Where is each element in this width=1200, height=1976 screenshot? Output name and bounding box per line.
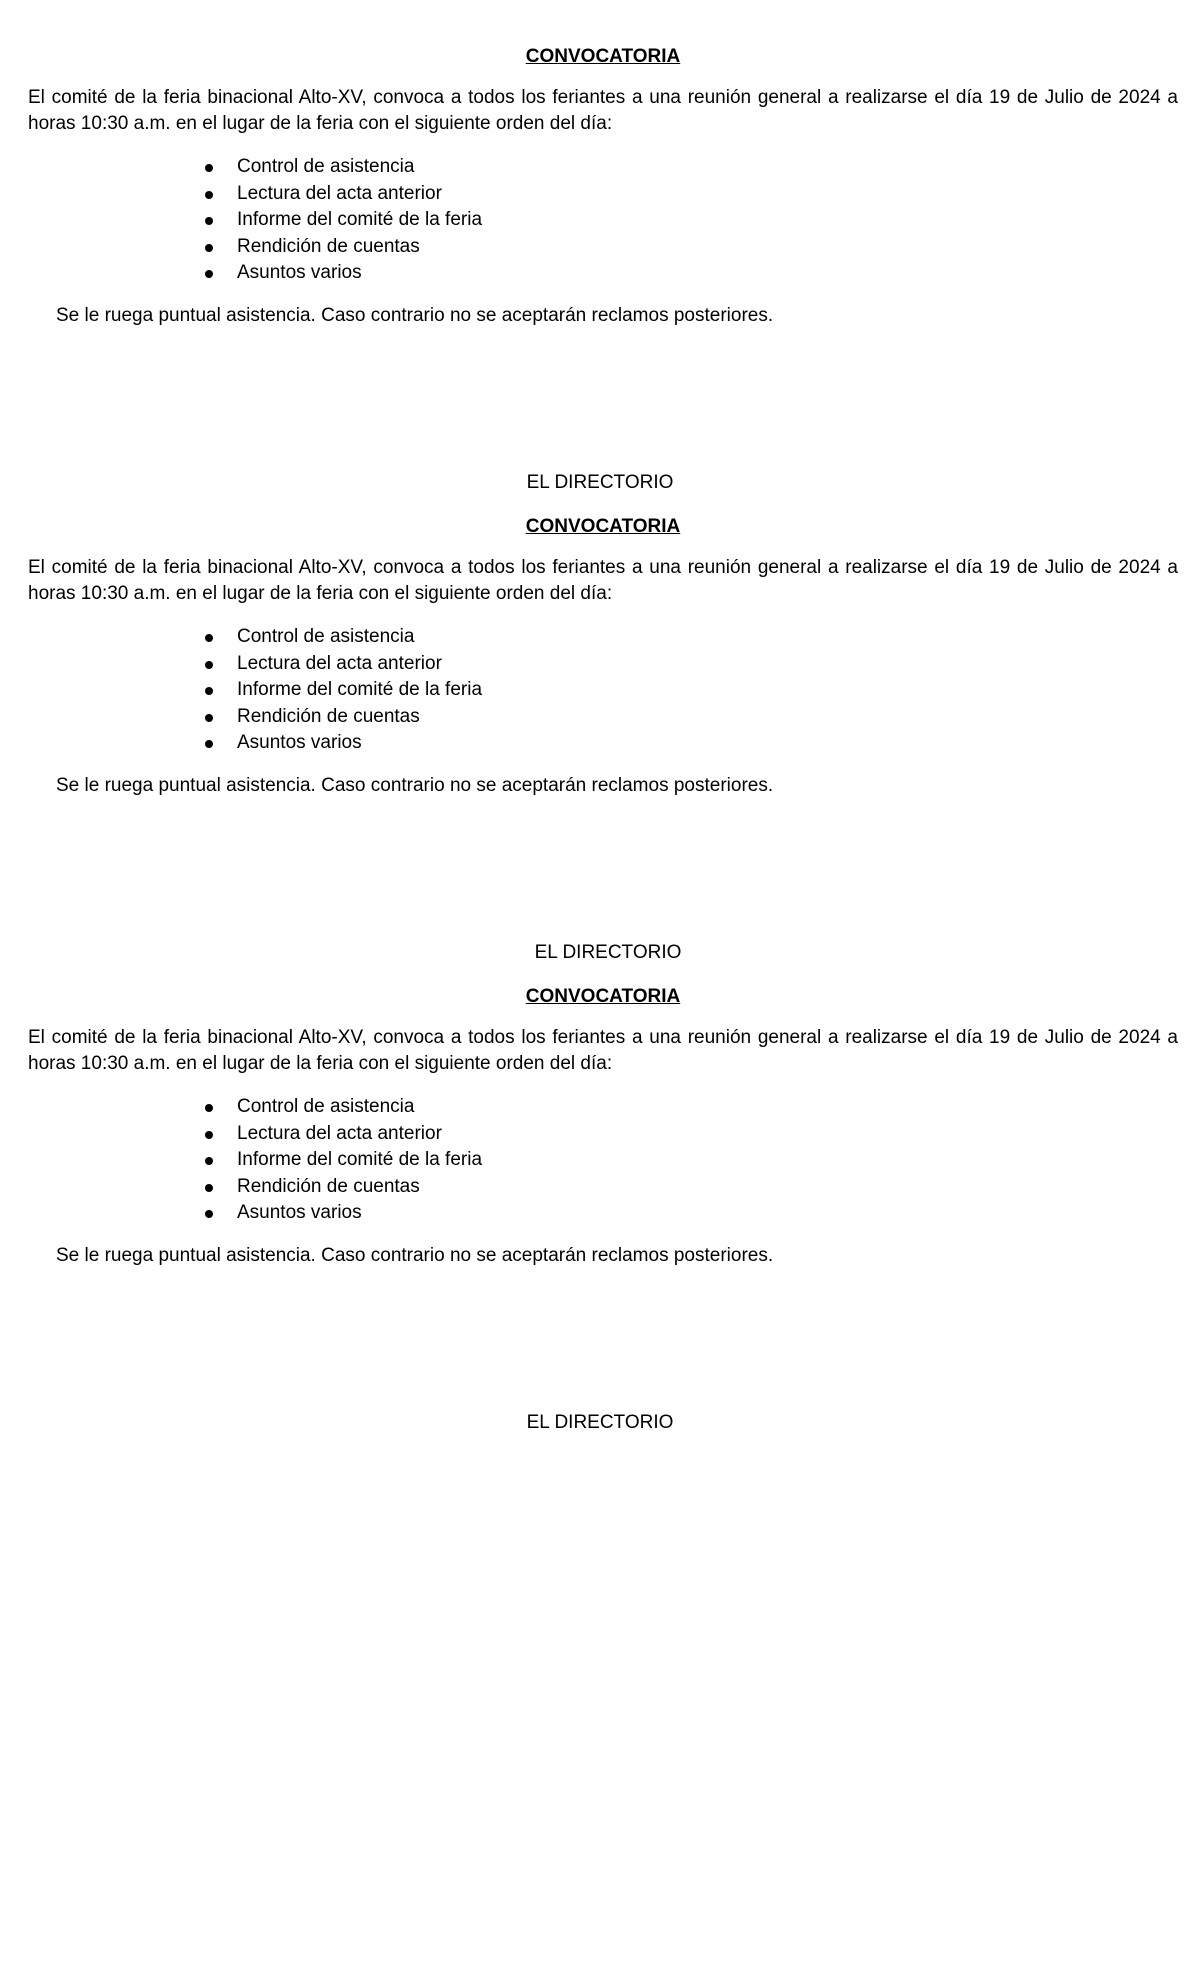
notice-title: CONVOCATORIA (525, 986, 681, 1007)
bullet-icon (205, 740, 213, 748)
notice-closing: Se le ruega puntual asistencia. Caso contrario no se aceptarán reclamos posteriores. (56, 1244, 774, 1266)
agenda-item-label: Lectura del acta anterior (237, 652, 442, 674)
notice-body: El comité de la feria binacional Alto-XV, convoca a todos los feriantes a una reunión general a realizarse el día 19 de Julio de 2024 a horas 10:30 a.m. en el lugar de la feria con el siguiente orden del día: (28, 557, 1178, 604)
agenda-item-label: Lectura del acta anterior (237, 1122, 442, 1144)
agenda-item (205, 677, 1178, 704)
bullet-icon (205, 191, 213, 199)
signature: EL DIRECTORIO (526, 1412, 674, 1433)
agenda-item-label: Asuntos varios (237, 732, 362, 753)
agenda-item (205, 1200, 1178, 1227)
agenda-item (205, 234, 1178, 261)
agenda-list (28, 154, 1178, 287)
agenda-item (205, 260, 1178, 287)
bullet-icon (205, 661, 213, 669)
notice-closing: Se le ruega puntual asistencia. Caso contrario no se aceptarán reclamos posteriores. (56, 304, 774, 326)
agenda-item (205, 1094, 1178, 1121)
bullet-icon (205, 164, 213, 172)
bullet-icon (205, 217, 213, 225)
agenda-item (205, 730, 1178, 757)
notice-closing: Se le ruega puntual asistencia. Caso contrario no se aceptarán reclamos posteriores. (56, 774, 774, 796)
bullet-icon (205, 1157, 213, 1165)
agenda-item-label: Asuntos varios (237, 1202, 362, 1223)
agenda-item (205, 1147, 1178, 1174)
signature: EL DIRECTORIO (526, 472, 674, 493)
agenda-item-label: Control de asistencia (237, 156, 415, 177)
agenda-item (205, 704, 1178, 731)
bullet-icon (205, 270, 213, 278)
notice-title: CONVOCATORIA (525, 516, 681, 537)
bullet-icon (205, 244, 213, 252)
notice-block (28, 44, 1178, 329)
agenda-item-label: Informe del comité de la feria (237, 1149, 483, 1170)
bullet-icon (205, 1210, 213, 1218)
bullet-icon (205, 634, 213, 642)
agenda-item-label: Informe del comité de la feria (237, 209, 483, 230)
bullet-icon (205, 1184, 213, 1192)
agenda-list (28, 624, 1178, 757)
agenda-item (205, 1174, 1178, 1201)
notice-block (28, 514, 1178, 799)
bullet-icon (205, 1131, 213, 1139)
bullet-icon (205, 687, 213, 695)
agenda-item-label: Asuntos varios (237, 262, 362, 283)
signature: EL DIRECTORIO (534, 942, 682, 963)
agenda-item (205, 154, 1178, 181)
notice-block (28, 984, 1178, 1269)
notice-body: El comité de la feria binacional Alto-XV, convoca a todos los feriantes a una reunión general a realizarse el día 19 de Julio de 2024 a horas 10:30 a.m. en el lugar de la feria con el siguiente orden del día: (28, 87, 1178, 134)
agenda-item (205, 624, 1178, 651)
agenda-item-label: Rendición de cuentas (237, 1175, 420, 1197)
bullet-icon (205, 714, 213, 722)
agenda-item-label: Control de asistencia (237, 1096, 415, 1117)
agenda-item (205, 207, 1178, 234)
notice-body: El comité de la feria binacional Alto-XV, convoca a todos los feriantes a una reunión general a realizarse el día 19 de Julio de 2024 a horas 10:30 a.m. en el lugar de la feria con el siguiente orden del día: (28, 1027, 1178, 1074)
agenda-item-label: Informe del comité de la feria (237, 679, 483, 700)
agenda-item (205, 181, 1178, 208)
agenda-list (28, 1094, 1178, 1227)
notice-title: CONVOCATORIA (525, 46, 681, 67)
agenda-item-label: Rendición de cuentas (237, 235, 420, 257)
agenda-item-label: Control de asistencia (237, 626, 415, 647)
bullet-icon (205, 1104, 213, 1112)
agenda-item-label: Lectura del acta anterior (237, 182, 442, 204)
agenda-item-label: Rendición de cuentas (237, 705, 420, 727)
agenda-item (205, 651, 1178, 678)
agenda-item (205, 1121, 1178, 1148)
